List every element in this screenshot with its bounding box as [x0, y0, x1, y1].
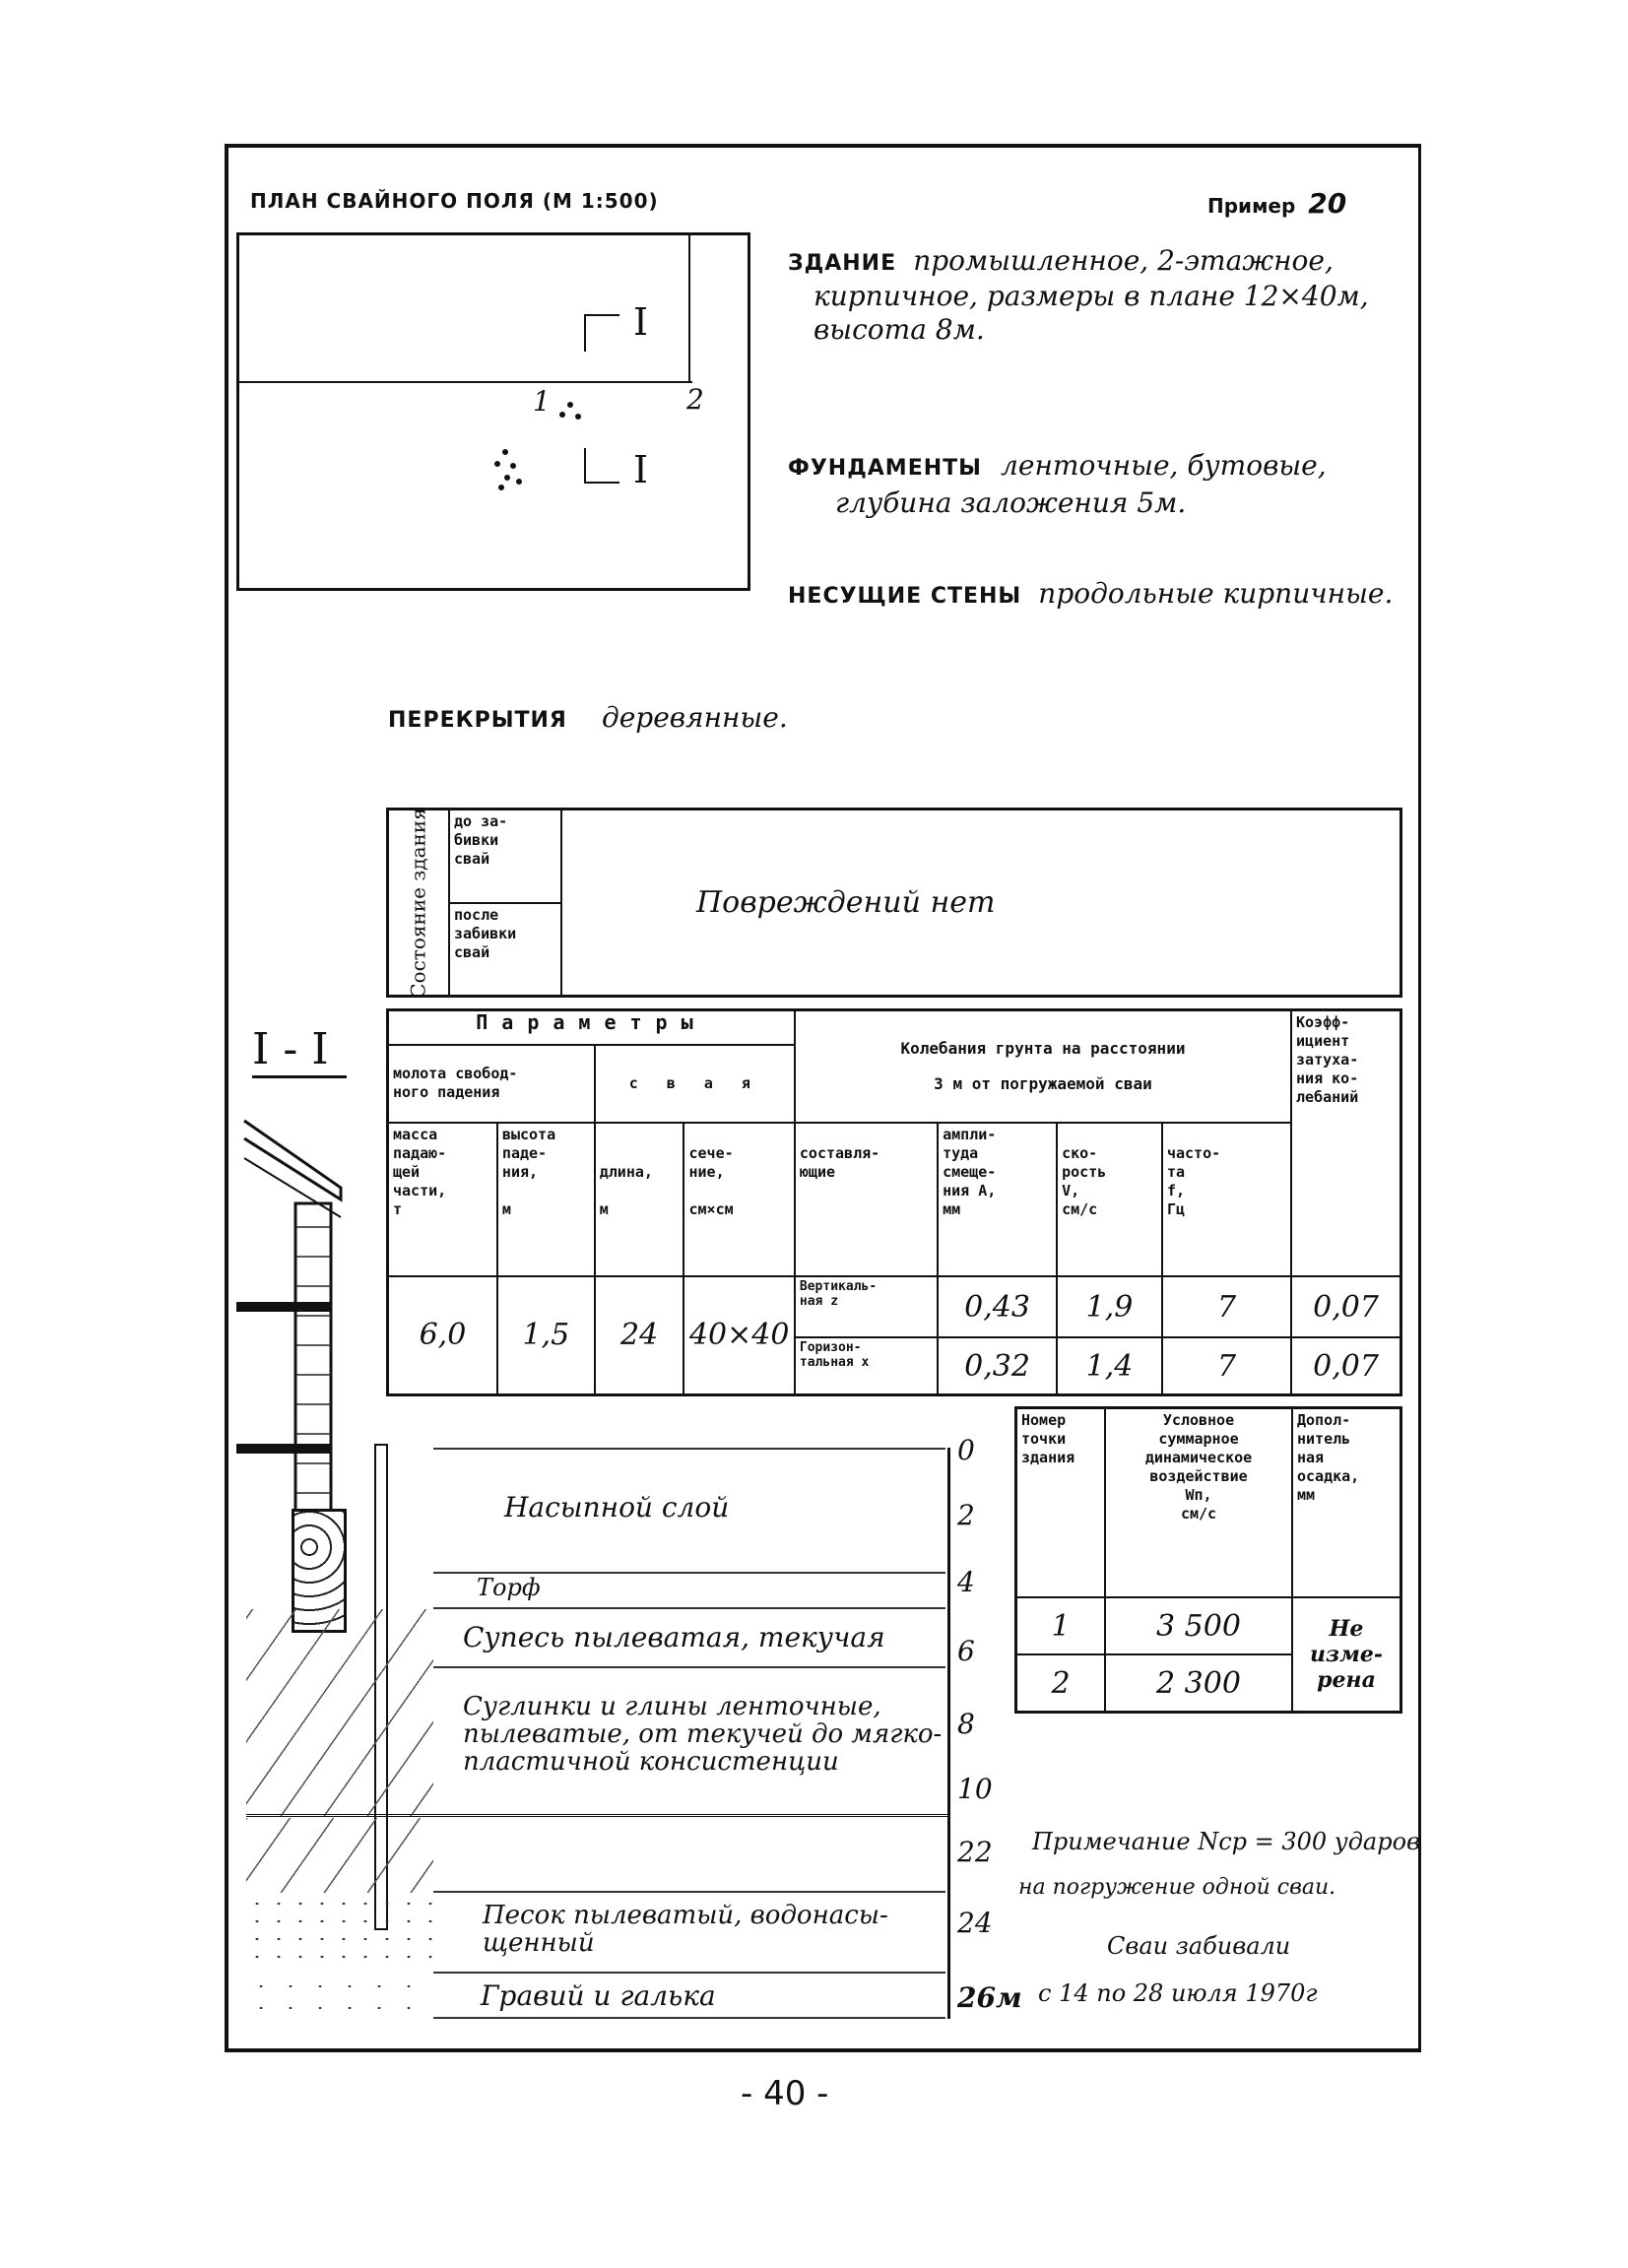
depth-2: 2 — [957, 1499, 975, 1531]
col-settle: Допол- нитель ная осадка, мм — [1292, 1408, 1401, 1598]
state-after: после забивки свай — [449, 903, 561, 997]
layer-fill: Насыпной слой — [504, 1491, 730, 1523]
floors-label: ПЕРЕКРЫТИЯ — [388, 708, 567, 733]
col-impact: Условное суммарное динамическое воздействие Wп, см/с — [1105, 1408, 1292, 1598]
depth-26: 26м — [957, 1981, 1022, 2014]
state-before: до за- бивки свай — [449, 810, 561, 903]
col-speed: ско- рость V, см/с — [1057, 1123, 1162, 1276]
dots-gravel — [246, 1976, 433, 2019]
note-line-2: на погружение одной сваи. — [1018, 1875, 1336, 1900]
floors-block — [388, 701, 788, 734]
state-rotated-label: Состояние здания — [406, 807, 430, 999]
floors-value: деревянные. — [601, 701, 788, 734]
pile-header: с в а я — [595, 1045, 795, 1123]
building-label: ЗДАНИЕ — [788, 251, 897, 276]
section-value: 40×40 — [684, 1276, 794, 1395]
mass-value: 6,0 — [388, 1276, 497, 1395]
section-break — [246, 1814, 949, 1817]
plan-title: ПЛАН СВАЙНОГО ПОЛЯ (М 1:500) — [250, 189, 659, 213]
foundations-block — [788, 449, 1327, 482]
depth-axis — [947, 1448, 950, 2019]
params-header: Параметры — [388, 1010, 795, 1045]
settle-value: Не изме-рена — [1292, 1597, 1401, 1712]
depth-22: 22 — [957, 1836, 993, 1868]
depth-0: 0 — [957, 1434, 975, 1466]
foundations-line-1: ленточные, бутовые, — [1001, 449, 1327, 482]
depth-24: 24 — [957, 1907, 993, 1939]
walls-value: продольные кирпичные. — [1038, 577, 1394, 610]
col-freq: часто- та f, Гц — [1162, 1123, 1291, 1276]
impact-2: 2 300 — [1105, 1654, 1292, 1712]
depth-4: 4 — [957, 1566, 975, 1598]
point-2-label: 2 — [686, 383, 704, 416]
col-length: длина, м — [595, 1123, 684, 1276]
page-number: - 40 - — [741, 2074, 829, 2113]
building-line-1: промышленное, 2-этажное, — [913, 244, 1334, 277]
hammer-header: молота свобод- ного падения — [388, 1045, 595, 1123]
hatch-suglinki — [246, 1818, 433, 1893]
table-row — [388, 1276, 1401, 1337]
layer-loam-2: пылеватые, от текучей до мягко- — [463, 1719, 943, 1749]
point-1: 1 — [1016, 1597, 1106, 1654]
col-point: Номер точки здания — [1016, 1408, 1106, 1598]
foundations-label: ФУНДАМЕНТЫ — [788, 456, 982, 481]
points-table — [1014, 1406, 1402, 1714]
col-height: высота паде- ния, м — [497, 1123, 595, 1276]
note-line-4: с 14 по 28 июля 1970г — [1038, 1979, 1318, 2007]
damping-vertical: 0,07 — [1291, 1276, 1400, 1337]
layer-sandy-loam: Супесь пылеватая, текучая — [463, 1621, 885, 1653]
note-line-1: Примечание Nср = 300 ударов — [1032, 1828, 1421, 1855]
pile-field-plan — [236, 232, 750, 591]
layer-loam-1: Суглинки и глины ленточные, — [463, 1692, 881, 1721]
speed-vertical: 1,9 — [1057, 1276, 1162, 1337]
component-vertical: Вертикаль- ная z — [795, 1276, 938, 1337]
building-line-3: высота 8м. — [814, 313, 985, 346]
layer-sand-2: щенный — [483, 1928, 595, 1958]
state-rotated-cell — [388, 807, 450, 999]
params-table — [386, 1008, 1402, 1396]
col-mass: масса падаю- щей части, т — [388, 1123, 497, 1276]
point-2: 2 — [1016, 1654, 1106, 1712]
speed-horizontal: 1,4 — [1057, 1337, 1162, 1394]
section-label: I - I — [252, 1024, 329, 1074]
layer-gravel: Гравий и галька — [481, 1979, 716, 2012]
example-label: Пример — [1207, 194, 1296, 218]
depth-10: 10 — [957, 1773, 993, 1805]
plan-building-edge — [688, 235, 690, 381]
component-horizontal: Горизон- тальная x — [795, 1337, 938, 1394]
layer-loam-3: пластичной консистенции — [463, 1747, 839, 1777]
impact-1: 3 500 — [1105, 1597, 1292, 1654]
length-value: 24 — [595, 1276, 684, 1395]
col-section: сече- ние, см×см — [684, 1123, 794, 1276]
pile-points — [486, 393, 594, 501]
depth-8: 8 — [957, 1708, 975, 1740]
height-value: 1,5 — [497, 1276, 595, 1395]
building-line-2: кирпичное, размеры в плане 12×40м, — [814, 280, 1369, 312]
state-table — [386, 808, 1402, 998]
walls-label: НЕСУЩИЕ СТЕНЫ — [788, 584, 1022, 609]
foundations-line-2: глубина заложения 5м. — [835, 486, 1187, 519]
col-amplitude: ампли- туда смеще- ния A, мм — [938, 1123, 1057, 1276]
damping-header: Коэфф- ициент затуха- ния ко- лебаний — [1291, 1010, 1400, 1276]
hatch-supes — [246, 1609, 433, 1816]
amplitude-vertical: 0,43 — [938, 1276, 1057, 1337]
col-component: составля- ющие — [795, 1123, 938, 1276]
amplitude-horizontal: 0,32 — [938, 1337, 1057, 1394]
point-1-label: 1 — [533, 385, 551, 418]
dots-sand — [246, 1895, 433, 1970]
note-line-3: Сваи забивали — [1107, 1932, 1291, 1960]
vibration-header: Колебания грунта на расстоянии 3 м от погружаемой сваи — [795, 1010, 1291, 1123]
plan-building-line — [239, 381, 692, 383]
damping-horizontal: 0,07 — [1291, 1337, 1400, 1394]
freq-horizontal: 7 — [1162, 1337, 1291, 1394]
table-row — [1016, 1597, 1401, 1654]
example-number: 20 — [1308, 187, 1347, 220]
building-block — [788, 244, 1334, 277]
state-value: Повреждений нет — [561, 810, 1401, 997]
layer-sand-1: Песок пылеватый, водонасы- — [483, 1901, 888, 1930]
layer-peat: Торф — [477, 1574, 541, 1601]
freq-vertical: 7 — [1162, 1276, 1291, 1337]
section-mark-bottom: I — [633, 448, 649, 491]
section-mark-top: I — [633, 300, 649, 344]
walls-block — [788, 577, 1393, 610]
depth-6: 6 — [957, 1635, 975, 1667]
